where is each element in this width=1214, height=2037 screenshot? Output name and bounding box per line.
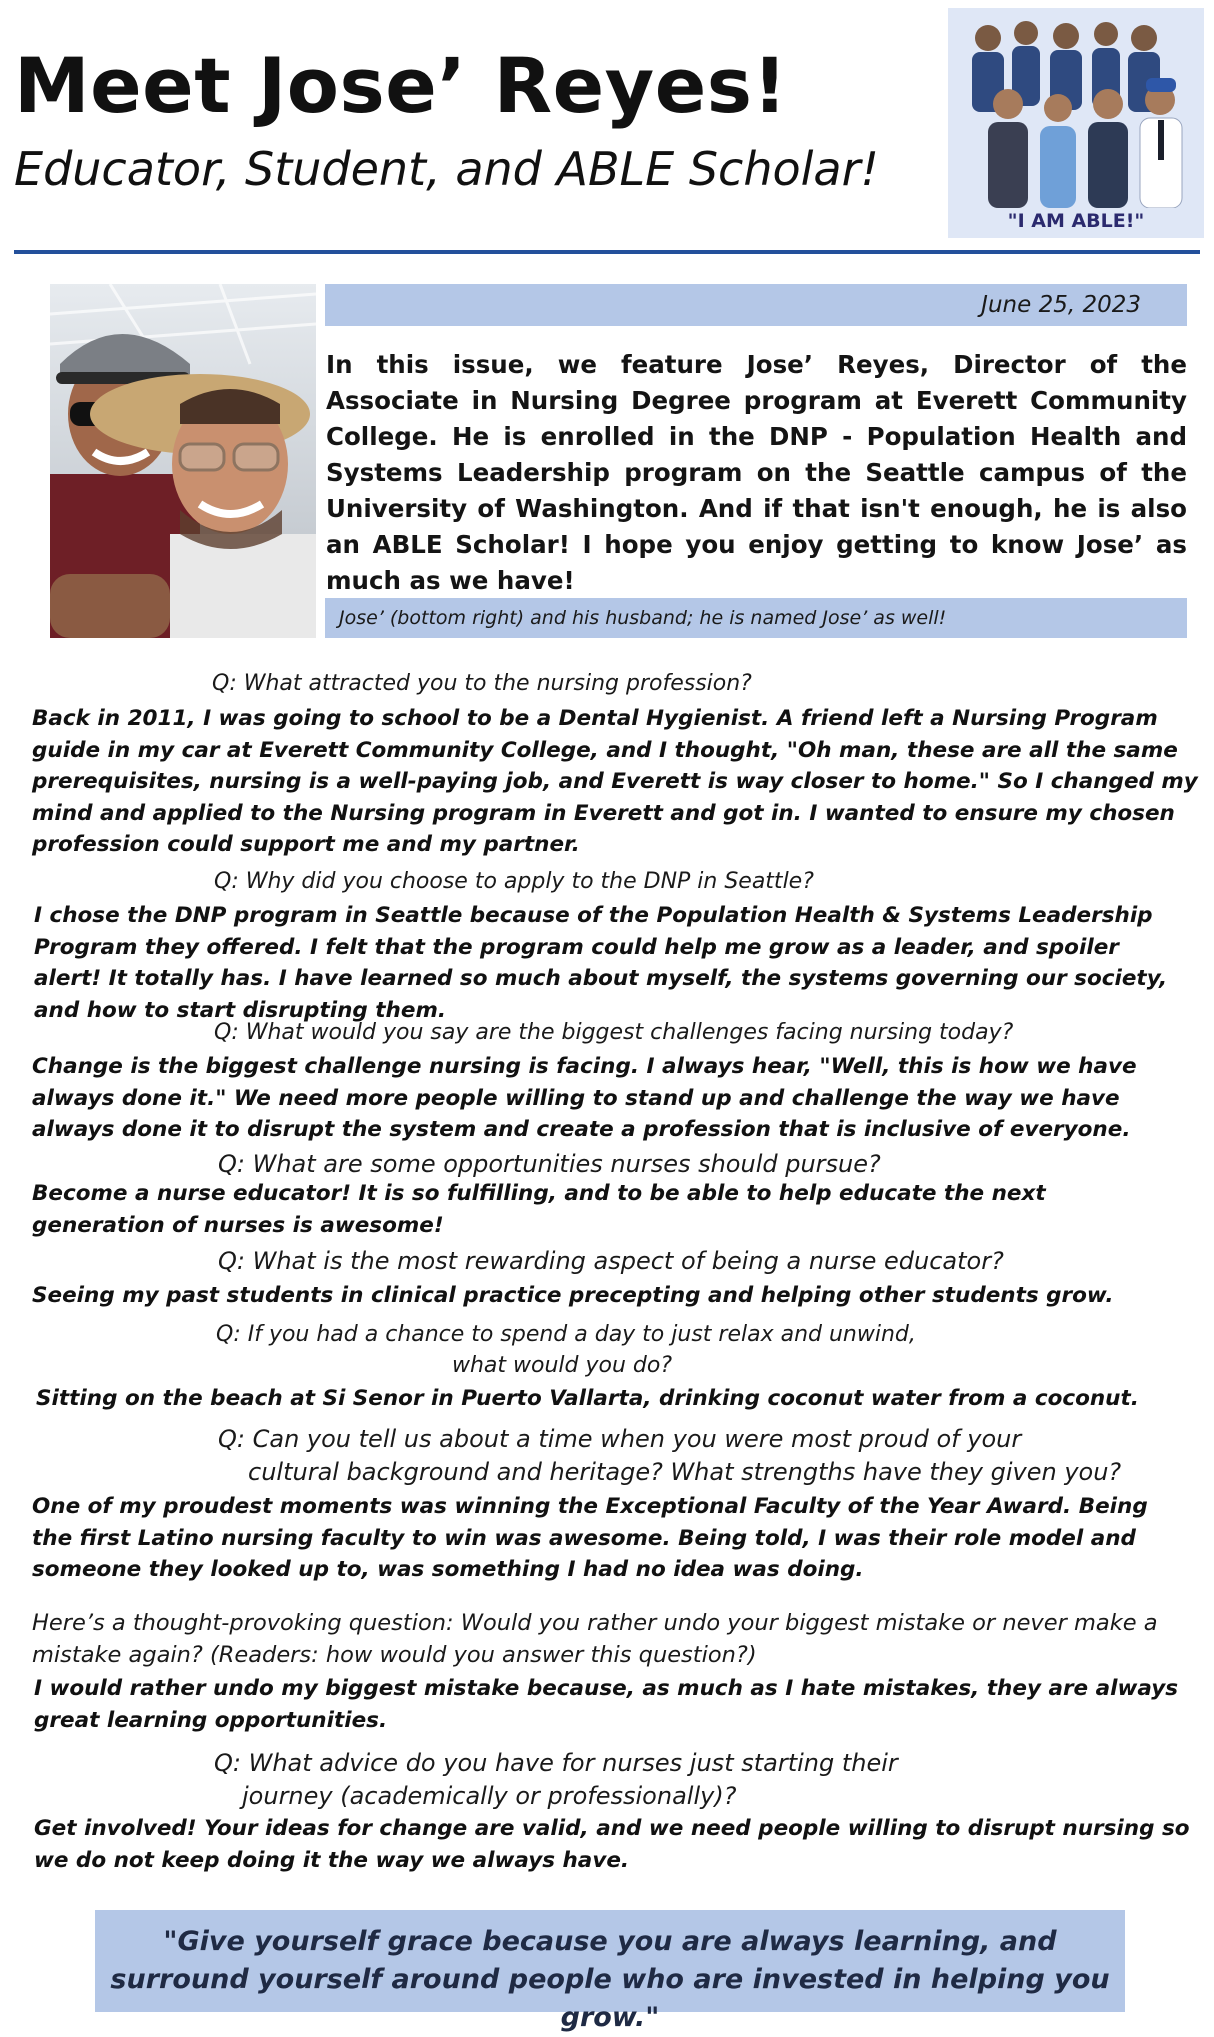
header-divider	[14, 250, 1200, 254]
answer-1: Back in 2011, I was going to school to be a Dental Hygienist. A friend left a Nursing Program guide in my car at Everett Community College, and I thought, "Oh man, these are all the same prerequisites, nursing is a well-paying job, and Everett is way closer to home." So I changed my mind and applied to the Nursing program in Everett and got in. I wanted to ensure my chosen profession could support me and my partner.	[32, 706, 1198, 857]
answer-2: I chose the DNP program in Seattle because of the Population Health & Systems Leadership Program they offered. I felt that the program could help me grow as a leader, and spoiler alert! It totally has. I have learned so much about myself, the systems governing our society, and how to start disrupting them.	[34, 903, 1168, 1023]
page-title: Meet Jose’ Reyes!	[14, 41, 788, 130]
intro-paragraph: In this issue, we feature Jose’ Reyes, Director of the Associate in Nursing Degree program at Everett Community College. He is enrolled in the DNP - Population Health and Systems Leadership program on the Seattle campus of the University of Washington. And if that isn't enough, he is also an ABLE Scholar! I hope you enjoy getting to know Jose’ as much as we have!	[326, 350, 1187, 595]
question-7-line-1: Q: Can you tell us about a time when you were most proud of your	[218, 1425, 1022, 1453]
date-bar	[325, 284, 1187, 326]
badge-text: "I AM ABLE!"	[1007, 210, 1145, 232]
answer-4: Become a nurse educator! It is so fulfilling, and to be able to help educate the next generation of nurses is awesome!	[32, 1181, 1046, 1238]
issue-date: June 25, 2023	[981, 292, 1141, 318]
question-8-line-2: mistake again? (Readers: how would you answer this question?)	[32, 1642, 757, 1668]
question-7-line-2: cultural background and heritage? What strengths have they given you?	[248, 1458, 1122, 1486]
photo-caption-bar	[325, 598, 1187, 638]
answer-3: Change is the biggest challenge nursing is facing. I always hear, "Well, this is how we have always done it." We need more people willing to stand up and challenge the way we have always done it to disrupt the system and create a profession that is inclusive of everyone.	[32, 1054, 1137, 1142]
i-am-able-badge	[948, 8, 1204, 238]
answer-5: Seeing my past students in clinical practice precepting and helping other students grow.	[32, 1283, 1114, 1308]
people-group-icon	[948, 8, 1204, 208]
question-4: Q: What are some opportunities nurses should pursue?	[218, 1150, 881, 1178]
page-subtitle: Educator, Student, and ABLE Scholar!	[14, 142, 879, 196]
quote-box	[95, 1910, 1125, 2033]
question-9-line-1: Q: What advice do you have for nurses just starting their	[214, 1749, 898, 1777]
question-9-line-2: journey (academically or professionally)?	[242, 1782, 737, 1810]
question-1: Q: What attracted you to the nursing profession?	[212, 671, 752, 696]
question-6-line-1: Q: If you had a chance to spend a day to just relax and unwind,	[216, 1322, 916, 1347]
answer-6: Sitting on the beach at Si Senor in Puerto Vallarta, drinking coconut water from a coconut.	[36, 1386, 1139, 1411]
question-2: Q: Why did you choose to apply to the DNP in Seattle?	[214, 869, 814, 894]
question-5: Q: What is the most rewarding aspect of being a nurse educator?	[218, 1247, 1004, 1275]
question-6-line-2: what would you do?	[452, 1353, 673, 1378]
closing-quote: "Give yourself grace because you are always learning, and surround yourself around people who are invested in helping you grow."	[110, 1926, 1110, 2033]
answer-8: I would rather undo my biggest mistake because, as much as I hate mistakes, they are always great learning opportunities.	[34, 1676, 1179, 1733]
answer-9: Get involved! Your ideas for change are valid, and we need people willing to disrupt nursing so we do not keep doing it the way we always have.	[34, 1816, 1190, 1873]
answer-7: One of my proudest moments was winning the Exceptional Faculty of the Year Award. Being the first Latino nursing faculty to win was awesome. Being told, I was their role model and someone they looked up to, was something I had no idea was doing.	[32, 1494, 1148, 1582]
profile-photo	[50, 284, 316, 638]
question-3: Q: What would you say are the biggest challenges facing nursing today?	[214, 1020, 1014, 1045]
question-8-line-1: Here’s a thought-provoking question: Would you rather undo your biggest mistake or never make a	[32, 1610, 1158, 1636]
photo-caption: Jose’ (bottom right) and his husband; he is named Jose’ as well!	[339, 607, 947, 629]
